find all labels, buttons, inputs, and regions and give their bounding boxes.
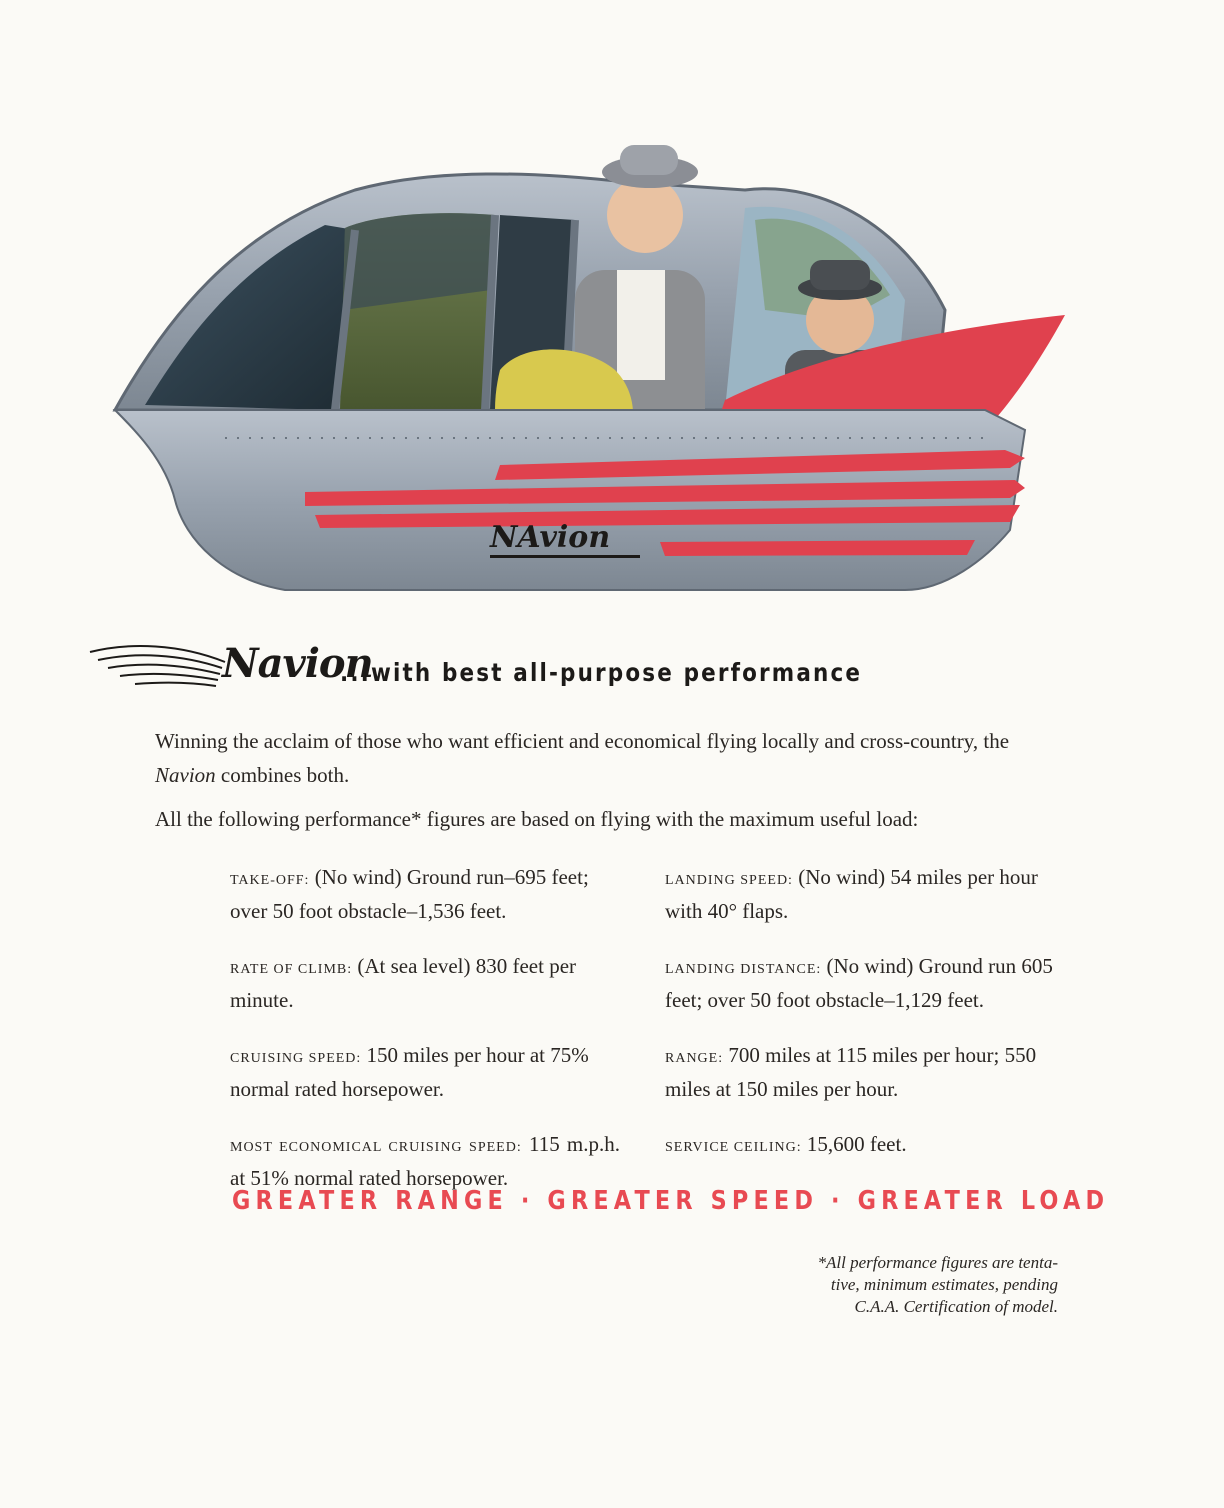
spec-most-economical-cruising-speed: [230, 1129, 620, 1194]
spec-label: RATE OF CLIMB:: [230, 962, 353, 977]
airplane-cockpit-photo: [105, 120, 1085, 620]
spec-label: RANGE:: [665, 1051, 724, 1066]
wing-logo-icon: [80, 632, 230, 702]
spec-label: MOST ECONOMICAL CRUISING SPEED:: [230, 1140, 522, 1155]
specs-left-column: [230, 862, 620, 1194]
spec-text: 150 miles per hour at 75% normal rated horsepower.: [230, 1043, 589, 1101]
spec-text: (No wind) 54 miles per hour with 40° flaps.: [665, 865, 1038, 923]
headline: [80, 632, 980, 712]
lead-paragraph: All the following performance* figures are based on flying with the maximum useful load:: [155, 807, 919, 831]
spec-range: [665, 1040, 1055, 1105]
slogan-banner: GREATER RANGE · GREATER SPEED · GREATER LOAD: [232, 1186, 1110, 1216]
spec-cruising-speed: [230, 1040, 620, 1105]
intro-text-after: combines both.: [220, 763, 350, 787]
spec-label: LANDING DISTANCE:: [665, 962, 822, 977]
spec-label: LANDING SPEED:: [665, 873, 793, 888]
spec-service-ceiling: [665, 1129, 1055, 1163]
brand-script-logo: Navion: [222, 640, 373, 687]
footnote-line: C.A.A. Certification of model.: [854, 1297, 1058, 1316]
spec-landing-speed: [665, 862, 1055, 927]
spec-take-off: [230, 862, 620, 927]
spec-landing-distance: [665, 951, 1055, 1016]
spec-text: (No wind) Ground run–695 feet; over 50 foot obstacle–1,536 feet.: [230, 865, 589, 923]
spec-text: (At sea level) 830 feet per minute.: [230, 954, 577, 1012]
spec-label: SERVICE CEILING:: [665, 1140, 802, 1155]
intro-paragraph: [155, 724, 1065, 792]
spec-label: CRUISING SPEED:: [230, 1051, 362, 1066]
spec-text: (No wind) Ground run 605 feet; over 50 foot obstacle–1,129 feet.: [665, 954, 1053, 1012]
intro-brand: Navion: [155, 763, 216, 787]
spec-label: TAKE-OFF:: [230, 873, 310, 888]
footnote: [760, 1252, 1058, 1318]
spec-text: 15,600 feet.: [806, 1132, 907, 1156]
footnote-line: tive, minimum estimates, pending: [830, 1275, 1058, 1294]
spec-text: 700 miles at 115 miles per hour; 550 miles at 150 miles per hour.: [665, 1043, 1037, 1101]
headline-tagline: ...with best all-purpose performance: [340, 658, 863, 687]
fuselage-lettering: NAvion: [490, 520, 640, 558]
spec-rate-of-climb: [230, 951, 620, 1016]
specs-right-column: [665, 862, 1055, 1163]
footnote-line: *All performance figures are tenta-: [817, 1253, 1058, 1272]
intro-text-before: Winning the acclaim of those who want efficient and economical flying locally and cross-country, the: [155, 729, 1010, 753]
spec-text: 115 m.p.h. at 51% normal rated horsepower.: [230, 1132, 621, 1190]
